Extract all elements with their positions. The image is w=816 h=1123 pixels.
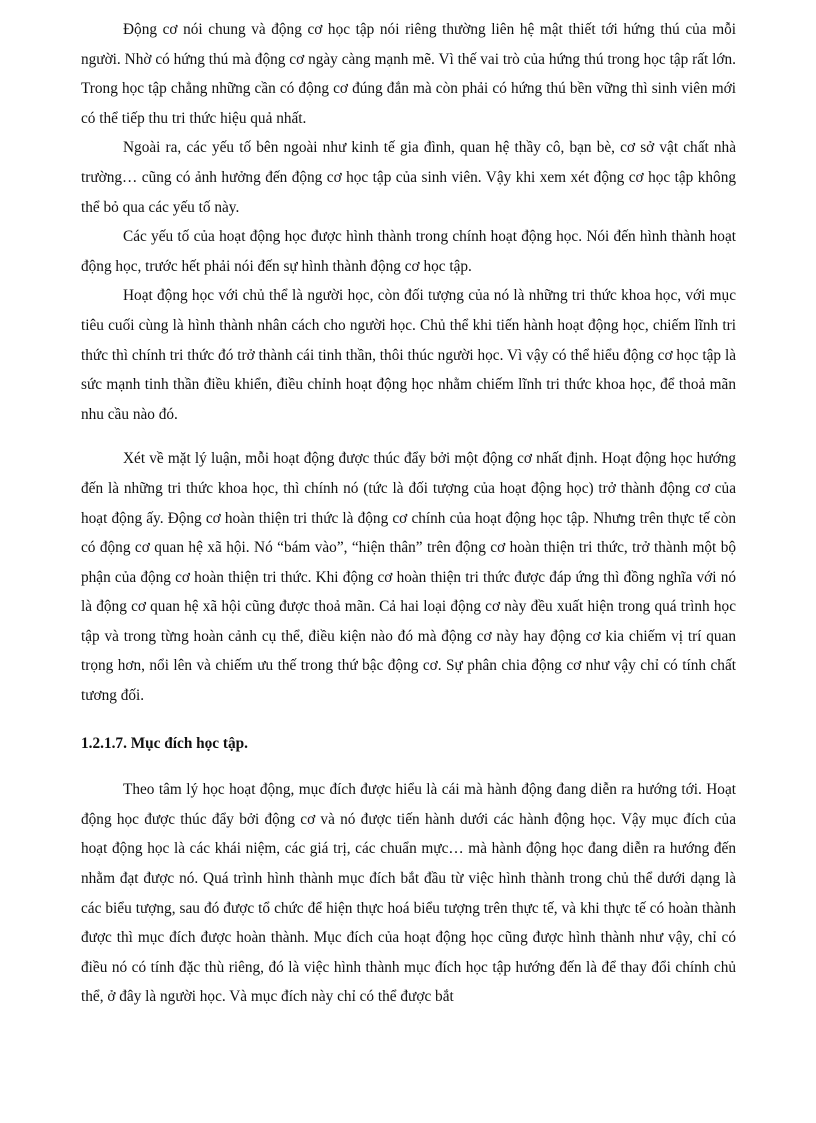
- paragraph-learning-activity-subject: Hoạt động học với chủ thể là người học, còn đối tượng của nó là những tri thức khoa học, với mục tiêu cuối cùng là hình thành nhân cách cho người học. Chủ thể khi tiến hành hoạt động học, chiếm lĩnh tri thức thì chính tri thức đó trở thành cái tinh thần, thôi thúc người học. Vì vậy có thể hiểu động cơ học tập là sức mạnh tinh thần điều khiển, điều chỉnh hoạt động học nhằm chiếm lĩnh tri thức khoa học, để thoả mãn nhu cầu nào đó.: [81, 287, 736, 423]
- paragraph-learning-activity-factors: Các yếu tố của hoạt động học được hình thành trong chính hoạt động học. Nói đến hình thành hoạt động học, trước hết phải nói đến sự hình thành động cơ học tập.: [81, 228, 736, 275]
- paragraph-external-factors: Ngoài ra, các yếu tố bên ngoài như kinh tế gia đình, quan hệ thầy cô, bạn bè, cơ sở vật chất nhà trường… cũng có ảnh hưởng đến động cơ học tập của sinh viên. Vậy khi xem xét động cơ học tập không thể bỏ qua các yếu tố này.: [81, 139, 736, 216]
- document-body: [81, 15, 736, 1012]
- paragraph-theoretical-motivation: Xét về mặt lý luận, mỗi hoạt động được thúc đẩy bởi một động cơ nhất định. Hoạt động học hướng đến là những tri thức khoa học, thì chính nó (tức là đối tượng của hoạt động học) trở thành động cơ của hoạt động ấy. Động cơ hoàn thiện tri thức là động cơ chính của hoạt động học tập. Nhưng trên thực tế còn có động cơ quan hệ xã hội. Nó “bám vào”, “hiện thân” trên động cơ hoàn thiện tri thức, trở thành một bộ phận của động cơ hoàn thiện tri thức. Khi động cơ hoàn thiện tri thức được đáp ứng thì đồng nghĩa với nó là động cơ quan hệ xã hội cũng được thoả mãn. Cả hai loại động cơ này đều xuất hiện trong quá trình học tập và trong từng hoàn cảnh cụ thể, điều kiện nào đó mà động cơ này hay động cơ kia chiếm vị trí quan trọng hơn, nổi lên và chiếm ưu thế trong thứ bậc động cơ. Sự phân chia động cơ như vậy chỉ có tính chất tương đối.: [81, 450, 736, 705]
- paragraph-motivation-interest: Động cơ nói chung và động cơ học tập nói riêng thường liên hệ mật thiết tới hứng thú của mỗi người. Nhờ có hứng thú mà động cơ ngày càng mạnh mẽ. Vì thế vai trò của hứng thú trong học tập rất lớn. Trong học tập chẳng những cần có động cơ đúng đắn mà còn phải có hứng thú bền vững thì sinh viên mới có thể tiếp thu tri thức hiệu quả nhất.: [81, 21, 736, 127]
- paragraph-learning-purpose: Theo tâm lý học hoạt động, mục đích được hiểu là cái mà hành động đang diễn ra hướng tới. Hoạt động học được thúc đẩy bởi động cơ và nó được tiến hành dưới các hành động học. Vậy mục đích của hoạt động học là các khái niệm, các giá trị, các chuẩn mực… mà hành động học đang diễn ra hướng đến nhằm đạt được nó. Quá trình hình thành mục đích bắt đầu từ việc hình thành trong chủ thể dưới dạng là các biểu tượng, sau đó được tổ chức để hiện thực hoá biểu tượng trên thực tế, và khi thực tế có hoàn thành được thì mục đích được hoàn thành. Mục đích của hoạt động học cũng được hình thành như vậy, chỉ có điều nó có tính đặc thù riêng, đó là việc hình thành mục đích học tập hướng đến là để thay đổi chính chủ thể, ở đây là người học. Và mục đích này chỉ có thể được bắt: [81, 781, 736, 1006]
- section-heading: 1.2.1.7. Mục đích học tập.: [81, 734, 248, 752]
